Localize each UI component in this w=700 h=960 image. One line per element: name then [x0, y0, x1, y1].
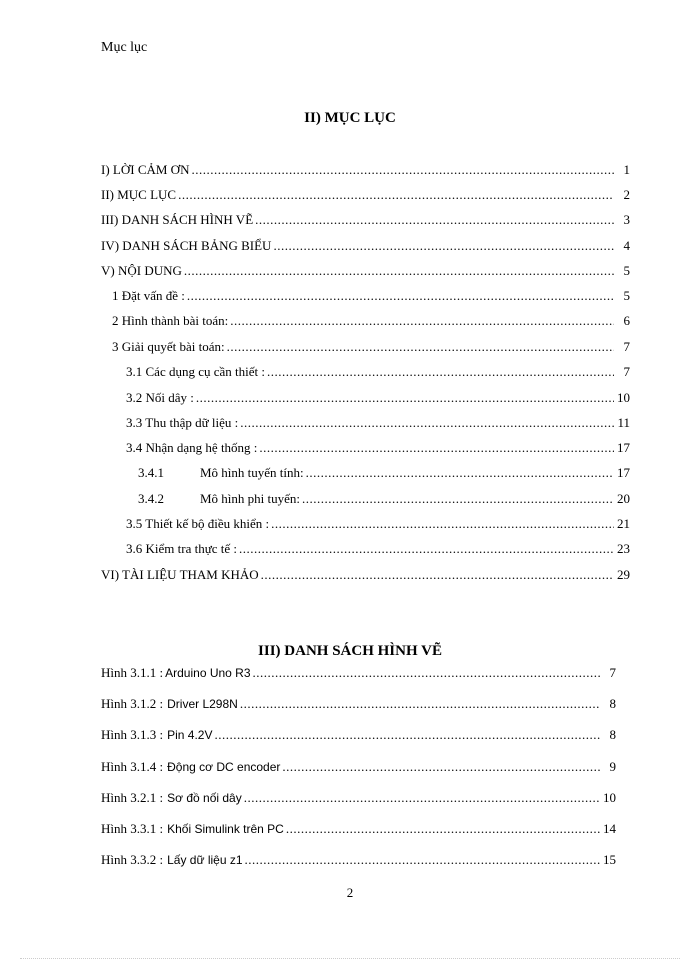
- figure-entry-label: Khối Simulink trên PC: [167, 822, 284, 836]
- toc-entry-label: II) MỤC LỤC: [101, 187, 177, 202]
- figures-list-title: III) DANH SÁCH HÌNH VẼ: [258, 643, 442, 659]
- figure-entry-page: 14: [603, 821, 616, 836]
- figure-entry[interactable]: [101, 851, 616, 869]
- figure-leader: [245, 851, 600, 869]
- toc-entry-label: VI) TÀI LIỆU THAM KHẢO: [101, 567, 259, 582]
- toc-entry-label: 3.5 Thiết kế bộ điều khiển :: [126, 516, 270, 531]
- figure-entry-page: 9: [609, 759, 616, 774]
- toc-entry[interactable]: [101, 161, 630, 179]
- figure-leader: [244, 789, 600, 807]
- toc-entry[interactable]: [126, 540, 630, 558]
- toc-leader: [259, 439, 614, 457]
- figure-entry[interactable]: [101, 820, 616, 838]
- figure-entry-page: 15: [603, 852, 616, 867]
- toc-entry[interactable]: [126, 439, 630, 457]
- figure-entry-label: Lấy dữ liệu z1: [167, 853, 243, 867]
- toc-entry[interactable]: [126, 389, 630, 407]
- toc-entry-page: 4: [623, 238, 630, 253]
- page-header: Mục lục: [101, 40, 148, 55]
- toc-entry-label: I) LỜI CẢM ƠN: [101, 162, 190, 177]
- toc-entry[interactable]: [112, 287, 630, 305]
- toc-leader: [267, 363, 614, 381]
- toc-entry-page: 5: [623, 263, 630, 278]
- toc-leader: [271, 515, 614, 533]
- toc-entry-label: 3 Giải quyết bài toán:: [112, 339, 225, 354]
- page-bottom-edge: [20, 958, 680, 959]
- toc-entry-page: 7: [623, 364, 630, 379]
- toc-entry[interactable]: [112, 312, 630, 330]
- figure-entry-prefix: Hình 3.3.2 :: [101, 852, 164, 867]
- toc-entry[interactable]: [126, 414, 630, 432]
- figure-leader: [240, 695, 600, 713]
- toc-entry-num: 3.4.2: [138, 491, 164, 506]
- toc-leader: [261, 566, 614, 584]
- figure-entry-label: Sơ đồ nối dây: [167, 791, 242, 805]
- toc-entry-label: Mô hình tuyến tính:: [200, 465, 304, 480]
- toc-entry-page: 17: [617, 440, 630, 455]
- toc-leader: [227, 338, 614, 356]
- toc-entry[interactable]: [101, 211, 630, 229]
- figure-leader: [286, 820, 600, 838]
- toc-entry-label: V) NỘI DUNG: [101, 263, 182, 278]
- toc-title: II) MỤC LỤC: [304, 110, 396, 126]
- toc-entry-label: 3.6 Kiểm tra thực tế :: [126, 541, 238, 556]
- toc-entry-page: 11: [617, 415, 630, 430]
- toc-entry-page: 6: [623, 313, 630, 328]
- toc-leader: [230, 312, 614, 330]
- toc-entry[interactable]: [138, 464, 630, 482]
- toc-entry-label: 3.2 Nối dây :: [126, 390, 194, 405]
- page-number: 2: [346, 885, 354, 900]
- figure-leader: [253, 664, 600, 682]
- figure-entry-label: Driver L298N: [167, 697, 238, 711]
- toc-entry-page: 1: [623, 162, 630, 177]
- figure-entry[interactable]: [101, 758, 616, 776]
- figure-entry[interactable]: [101, 789, 616, 807]
- toc-leader: [306, 464, 614, 482]
- figure-leader: [215, 726, 601, 744]
- toc-entry-page: 3: [623, 212, 630, 227]
- toc-entry-page: 17: [617, 465, 630, 480]
- toc-entry-page: 21: [617, 516, 630, 531]
- toc-entry-page: 29: [617, 567, 630, 582]
- toc-entry-label: 3.3 Thu thập dữ liệu :: [126, 415, 239, 430]
- toc-leader: [239, 540, 614, 558]
- figure-entry-prefix: Hình 3.3.1 :: [101, 821, 164, 836]
- toc-leader: [273, 237, 614, 255]
- figure-entry[interactable]: [101, 726, 616, 744]
- toc-entry-label: IV) DANH SÁCH BẢNG BIỂU: [101, 238, 272, 253]
- toc-entry[interactable]: [138, 490, 630, 508]
- toc-entry-label: 1 Đặt vấn đề :: [112, 288, 185, 303]
- toc-leader: [255, 211, 614, 229]
- toc-entry[interactable]: [126, 515, 630, 533]
- figure-entry-page: 7: [609, 665, 616, 680]
- toc-entry-num: 3.4.1: [138, 465, 164, 480]
- figure-entry-label: Pin 4.2V: [167, 728, 213, 742]
- toc-entry[interactable]: [101, 262, 630, 280]
- figure-entry-page: 10: [603, 790, 616, 805]
- figure-entry-prefix: Hình 3.1.4 :: [101, 759, 164, 774]
- toc-leader: [187, 287, 614, 305]
- toc-entry-page: 7: [623, 339, 630, 354]
- toc-leader: [196, 389, 614, 407]
- toc-entry-label: III) DANH SÁCH HÌNH VẼ: [101, 212, 254, 227]
- toc-entry[interactable]: [112, 338, 630, 356]
- toc-entry[interactable]: [101, 566, 630, 584]
- toc-entry-page: 5: [623, 288, 630, 303]
- toc-entry-page: 2: [623, 187, 630, 202]
- toc-entry-page: 10: [617, 390, 630, 405]
- figure-entry-label: Arduino Uno R3: [165, 666, 251, 680]
- figure-entry-prefix: Hình 3.1.1 :: [101, 665, 164, 680]
- figure-entry-prefix: Hình 3.1.2 :: [101, 696, 164, 711]
- toc-entry[interactable]: [126, 363, 630, 381]
- figure-entry-page: 8: [609, 696, 616, 711]
- figure-entry-prefix: Hình 3.1.3 :: [101, 727, 164, 742]
- figure-entry-prefix: Hình 3.2.1 :: [101, 790, 164, 805]
- toc-leader: [184, 262, 614, 280]
- toc-leader: [302, 490, 614, 508]
- toc-entry-label: 2 Hình thành bài toán:: [112, 313, 229, 328]
- figure-leader: [282, 758, 600, 776]
- figure-entry[interactable]: [101, 695, 616, 713]
- toc-leader: [240, 414, 614, 432]
- toc-entry[interactable]: [101, 237, 630, 255]
- toc-entry-label: 3.4 Nhận dạng hệ thống :: [126, 440, 258, 455]
- toc-entry-label: 3.1 Các dụng cụ cần thiết :: [126, 364, 265, 379]
- toc-leader: [178, 186, 614, 204]
- toc-leader: [191, 161, 614, 179]
- toc-entry-label: Mô hình phi tuyến:: [200, 491, 301, 506]
- toc-entry-page: 20: [617, 491, 630, 506]
- figure-entry-page: 8: [609, 727, 616, 742]
- figure-entry-label: Động cơ DC encoder: [167, 760, 281, 774]
- figure-entry[interactable]: [101, 664, 616, 682]
- toc-entry-page: 23: [617, 541, 630, 556]
- toc-entry[interactable]: [101, 186, 630, 204]
